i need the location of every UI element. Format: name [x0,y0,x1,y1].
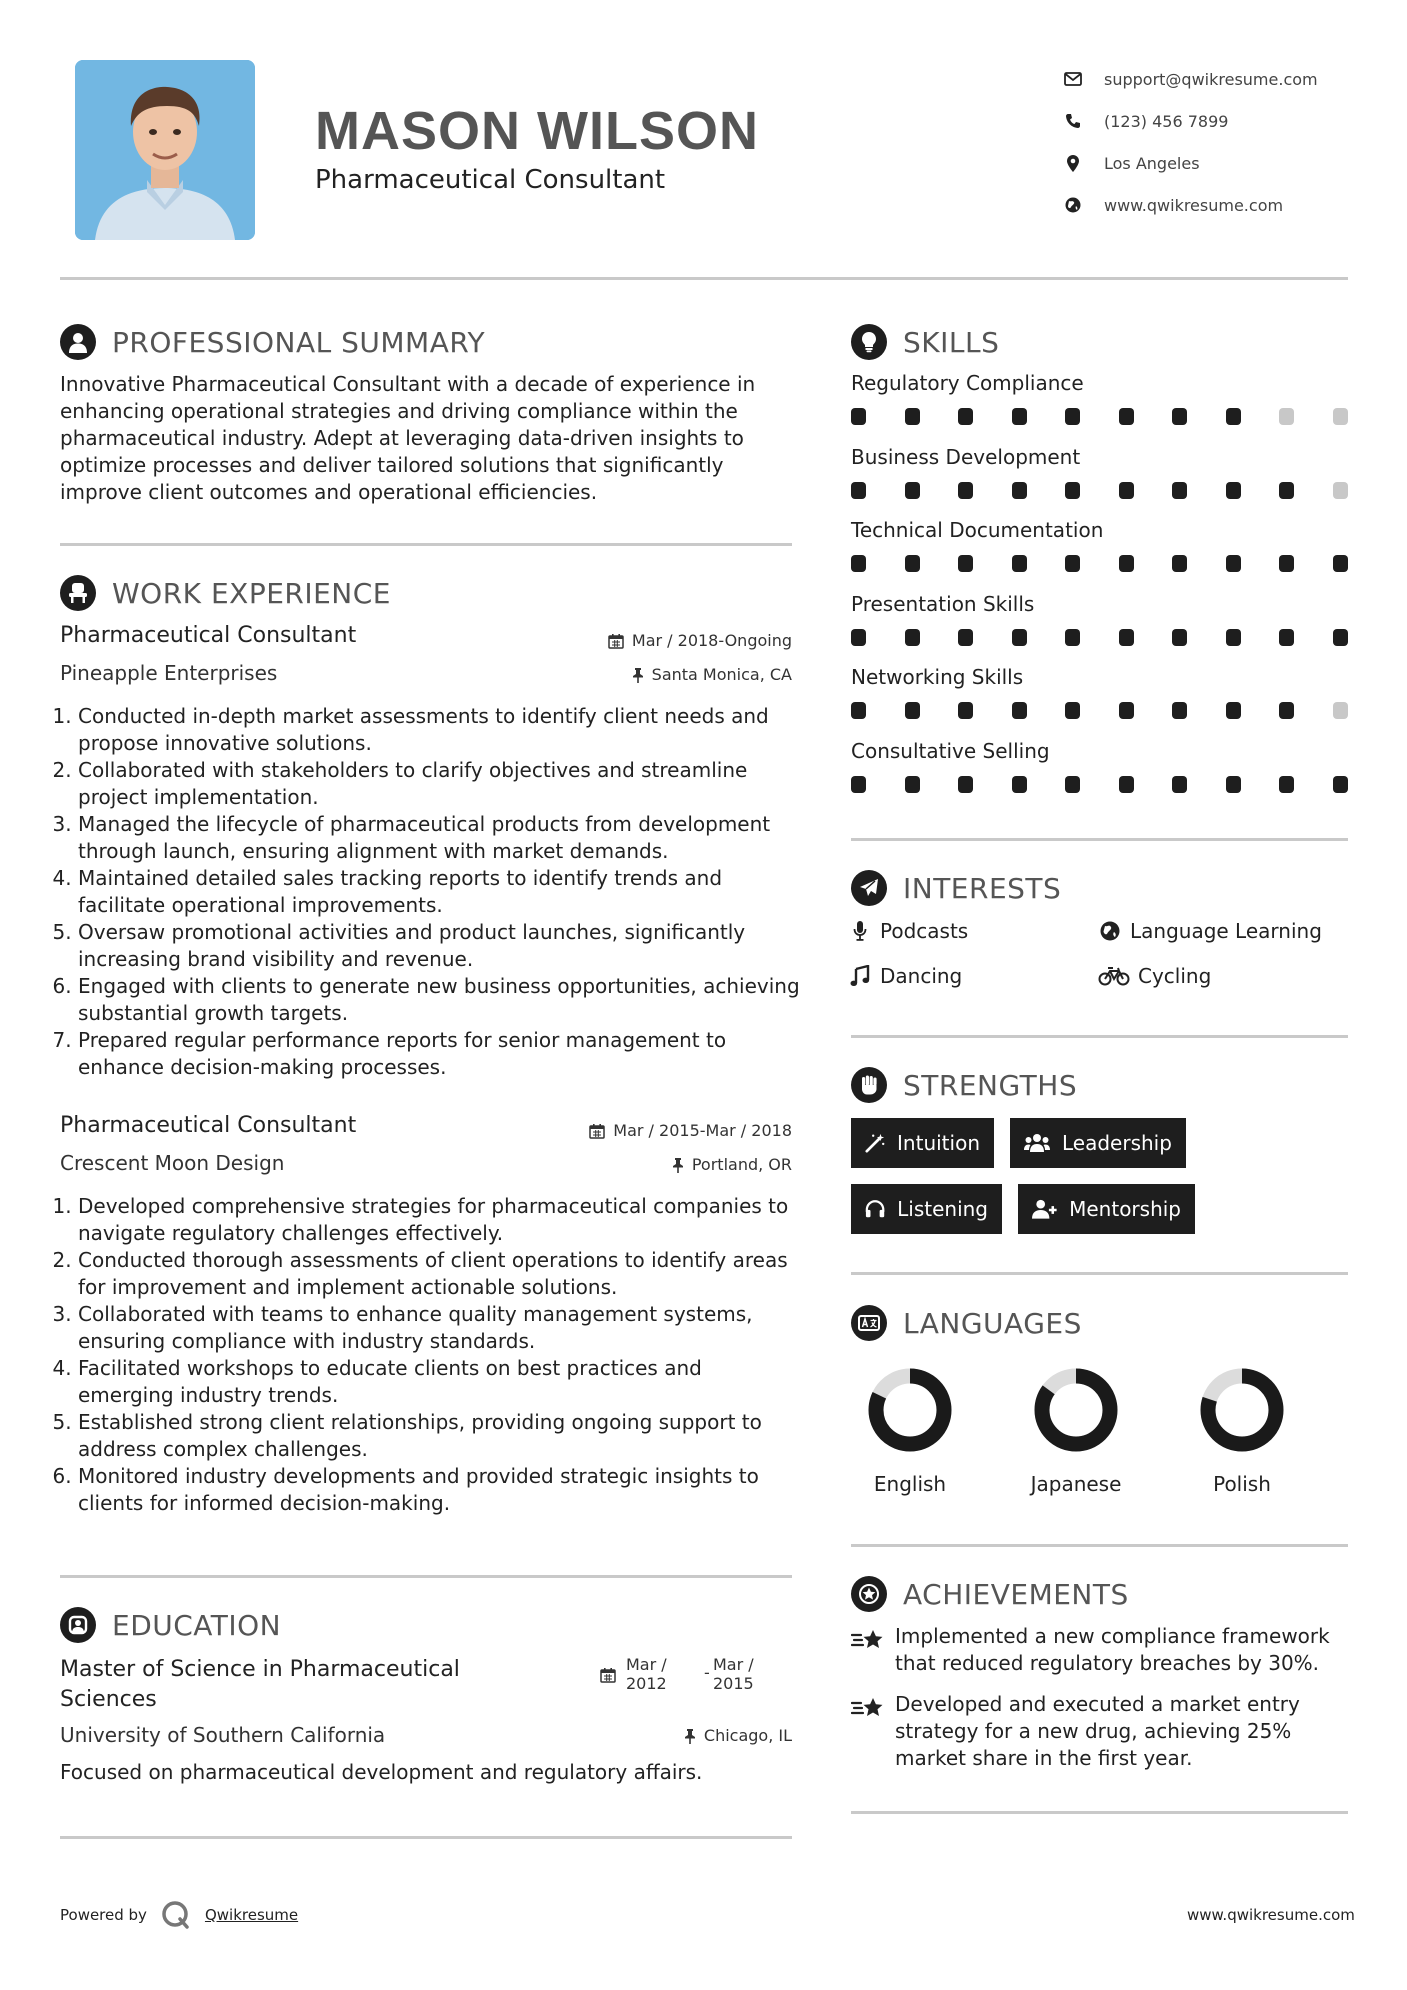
job-dates-text: Mar / 2018-Ongoing [631,631,792,650]
list-item: 4. Maintained detailed sales tracking reports to identify trends and facilitate operational improvements. [78,865,800,919]
rating-dot-filled [1172,702,1187,719]
strength-label: Intuition [897,1131,980,1155]
job-dates [560,631,792,650]
language-icon [851,1305,887,1341]
list-item: 6. Monitored industry developments and provided strategic insights to clients for informed decision-making. [78,1463,800,1517]
interest-item [848,964,962,988]
job-location-text: Santa Monica, CA [651,665,792,684]
rating-dot-filled [1012,702,1027,719]
rating-dot-filled [905,555,920,572]
languages-chart [851,1360,1348,1460]
summary-line: improve client outcomes and operational efficiencies. [60,480,598,504]
education-description: Focused on pharmaceutical development and regulatory affairs. [60,1760,703,1784]
skill-name: Regulatory Compliance [851,371,1084,395]
calendar-icon [608,633,624,649]
rating-dot-filled [1333,776,1348,793]
work-divider [60,1575,792,1578]
rating-dot-filled [851,629,866,646]
job-company: Pineapple Enterprises [60,661,278,685]
strength-badge [1010,1118,1186,1168]
rating-dot-filled [1279,482,1294,499]
rating-dot-filled [905,776,920,793]
language-name: Japanese [1030,1472,1122,1496]
footer-url[interactable]: www.qwikresume.com [1187,1906,1355,1924]
pin-icon [684,1728,696,1744]
strengths-divider [851,1272,1348,1275]
rating-dot-filled [851,702,866,719]
contact-list [1062,58,1318,226]
rating-dot-filled [1333,555,1348,572]
summary-line: enhancing operational strategies and driving compliance within the [60,399,738,423]
list-item: 4. Facilitated workshops to educate clients on best practices and emerging industry trends. [78,1355,800,1409]
rating-dot-filled [905,408,920,425]
rating-dot-filled [1279,702,1294,719]
contact-phone-text: (123) 456 7899 [1104,111,1229,131]
interest-label: Language Learning [1130,919,1322,943]
rating-dot-filled [1119,408,1134,425]
contact-phone[interactable] [1062,100,1318,142]
interest-label: Cycling [1138,964,1212,988]
rating-dot-filled [905,702,920,719]
work-heading-text: WORK EXPERIENCE [112,576,391,610]
rating-dot-filled [1012,408,1027,425]
rating-dot-empty [1333,702,1348,719]
rating-dot-filled [1065,776,1080,793]
achievement-text [895,1623,1330,1677]
user-circle-icon [60,324,96,360]
achievement-text [895,1691,1300,1772]
skill-name: Business Development [851,444,1081,469]
summary-line: optimize processes and deliver tailored solutions that significantly [60,453,724,477]
education-date-dash: - [704,1663,710,1682]
interests-heading [851,870,1061,906]
rating-dot-filled [1226,482,1241,499]
rating-dot-empty [1333,482,1348,499]
list-item: 1. Conducted in-depth market assessments to identify client needs and propose innovative solutions. [78,703,800,757]
strength-label: Listening [897,1197,988,1221]
rating-dot-empty [1333,408,1348,425]
rating-dot-filled [1065,408,1080,425]
map-marker-icon [1062,152,1084,174]
skill-name: Networking Skills [851,665,1024,689]
list-item: 6. Engaged with clients to generate new business opportunities, achieving substantial growth targets. [78,973,800,1027]
list-item: 2. Collaborated with stakeholders to clarify objectives and streamline project implementation. [78,757,800,811]
lightbulb-icon [851,324,887,360]
achievement-line: strategy for a new drug, achieving 25% [895,1719,1292,1743]
list-item: 1. Developed comprehensive strategies for pharmaceutical companies to navigate regulatory challenges effectively. [78,1193,800,1247]
education-school: University of Southern California [60,1723,386,1747]
education-divider [60,1836,792,1839]
skill-name: Technical Documentation [851,518,1104,542]
calendar-icon [600,1667,616,1683]
job-title: Pharmaceutical Consultant [60,623,357,648]
star-badge-icon [851,1576,887,1612]
strength-label: Mentorship [1069,1197,1181,1221]
profile-photo [75,60,255,240]
achievements-heading [851,1576,1129,1612]
rating-dot-filled [1065,629,1080,646]
rating-dot-filled [851,555,866,572]
rating-dot-filled [1226,629,1241,646]
rating-dot-filled [1012,482,1027,499]
rating-dot-filled [1119,702,1134,719]
list-item: 3. Collaborated with teams to enhance quality management systems, ensuring compliance with industry standards. [78,1301,800,1355]
rating-dot-filled [1065,555,1080,572]
list-item: 5. Oversaw promotional activities and product launches, significantly increasing brand visibility and revenue. [78,919,800,973]
graduate-icon [60,1607,96,1643]
languages-divider [851,1544,1348,1547]
rating-dot-filled [958,555,973,572]
contact-email-text: support@qwikresume.com [1104,69,1318,89]
pin-icon [672,1157,684,1173]
skill-rating [851,482,1348,499]
achievement-line: Developed and executed a market entry [895,1692,1300,1716]
rating-dot-filled [958,776,973,793]
summary-heading-text: PROFESSIONAL SUMMARY [112,325,486,359]
skills-divider [851,838,1348,841]
job-dates-text: Mar / 2015-Mar / 2018 [613,1121,792,1140]
user-plus-icon [1032,1199,1057,1219]
language-name: English [873,1472,947,1496]
summary-line: Innovative Pharmaceutical Consultant with a decade of experience in [60,372,756,396]
skill-rating [851,702,1348,719]
education-location-text: Chicago, IL [703,1726,792,1745]
rating-dot-filled [1119,776,1134,793]
list-item: 2. Conducted thorough assessments of client operations to identify areas for improvement and implement actionable solutions. [78,1247,800,1301]
job-responsibilities [58,703,800,1081]
rating-dot-filled [851,482,866,499]
skills-heading [851,324,999,360]
rating-dot-filled [958,482,973,499]
microphone-icon [848,920,872,942]
interest-item [1098,964,1211,988]
strength-badge [1018,1184,1195,1234]
education-heading [60,1607,281,1643]
rating-dot-filled [1226,555,1241,572]
rating-dot-filled [1012,555,1027,572]
interest-item [1098,919,1322,943]
globe-icon [1062,194,1084,216]
rating-dot-filled [851,408,866,425]
contact-location [1062,142,1318,184]
skills-heading-text: SKILLS [903,325,1000,359]
rating-dot-filled [1226,776,1241,793]
rating-dot-filled [1119,482,1134,499]
magic-wand-icon [865,1132,885,1154]
job-title: Pharmaceutical Consultant [60,1113,357,1138]
shooting-star-icon [851,1691,887,1772]
skill-rating [851,776,1348,793]
contact-location-text: Los Angeles [1104,153,1200,173]
skill-rating [851,629,1348,646]
summary-text [60,371,800,506]
language-name: Polish [1213,1472,1271,1496]
skill-rating [851,408,1348,425]
rating-dot-filled [1279,629,1294,646]
achievements-heading-text: ACHIEVEMENTS [903,1577,1129,1611]
rating-dot-filled [851,776,866,793]
education-dates [600,1655,792,1695]
rating-dot-filled [958,408,973,425]
rating-dot-filled [1065,482,1080,499]
paper-plane-icon [851,870,887,906]
job-dates [540,1121,792,1140]
header-divider [60,277,1348,280]
footer-powered-by [60,1900,298,1930]
achievement-item [851,1623,1330,1677]
list-item: 3. Managed the lifecycle of pharmaceutical products from development through launch, ensuring alignment with market demands. [78,811,800,865]
rating-dot-filled [1012,776,1027,793]
music-icon [848,965,872,987]
rating-dot-filled [1119,629,1134,646]
achievements-divider [851,1811,1348,1814]
shooting-star-icon [851,1623,887,1677]
achievement-item [851,1691,1300,1772]
rating-dot-filled [1279,555,1294,572]
interests-heading-text: INTERESTS [903,871,1062,905]
rating-dot-filled [1012,629,1027,646]
qwikresume-link[interactable]: Qwikresume [204,1906,299,1924]
rating-dot-filled [1172,629,1187,646]
rating-dot-filled [958,702,973,719]
job-location [560,665,792,684]
chair-icon [60,575,96,611]
interest-label: Dancing [880,964,963,988]
summary-heading [60,324,485,360]
strengths-heading [851,1067,1077,1103]
rating-dot-filled [905,629,920,646]
rating-dot-filled [1172,482,1187,499]
education-heading-text: EDUCATION [112,1608,282,1642]
rating-dot-empty [1279,408,1294,425]
job-location-text: Portland, OR [691,1155,792,1174]
bicycle-icon [1098,966,1130,986]
education-end: Mar / 2015 [713,1655,754,1693]
rating-dot-filled [905,482,920,499]
raised-fist-icon [851,1067,887,1103]
rating-dot-filled [1172,776,1187,793]
candidate-name: MASON WILSON [315,101,759,161]
qwikresume-logo-icon [161,1900,191,1930]
strengths-heading-text: STRENGTHS [903,1068,1078,1102]
phone-icon [1062,110,1084,132]
skill-name: Consultative Selling [851,738,1050,763]
summary-line: pharmaceutical industry. Adept at leveraging data-driven insights to [60,426,744,450]
education-start: Mar / 2012 [626,1655,667,1693]
calendar-icon [589,1123,605,1139]
skill-rating [851,555,1348,572]
achievement-line: that reduced regulatory breaches by 30%. [895,1651,1320,1675]
work-heading [60,575,391,611]
interest-label: Podcasts [880,919,969,943]
list-item: 5. Established strong client relationships, providing ongoing support to address complex challenges. [78,1409,800,1463]
candidate-title: Pharmaceutical Consultant [315,165,666,195]
rating-dot-filled [1172,408,1187,425]
strength-label: Leadership [1062,1131,1172,1155]
education-location [600,1726,792,1745]
powered-by-text: Powered by [60,1906,147,1924]
list-item: 7. Prepared regular performance reports for senior management to enhance decision-making processes. [78,1027,800,1081]
contact-email[interactable] [1062,58,1318,100]
headphones-icon [865,1199,885,1219]
rating-dot-filled [958,629,973,646]
pin-icon [632,667,644,683]
contact-website[interactable] [1062,184,1318,226]
rating-dot-filled [1119,555,1134,572]
interest-item [848,919,968,943]
rating-dot-filled [1226,702,1241,719]
strength-badge [851,1118,994,1168]
globe-icon [1098,921,1122,941]
rating-dot-filled [1065,702,1080,719]
job-location [560,1155,792,1174]
skill-name: Presentation Skills [851,591,1035,616]
job-responsibilities [58,1193,800,1517]
interests-divider [851,1035,1348,1038]
job-company: Crescent Moon Design [60,1151,285,1175]
contact-website-text: www.qwikresume.com [1104,195,1284,215]
languages-heading [851,1305,1082,1341]
rating-dot-filled [1279,776,1294,793]
users-icon [1024,1133,1050,1153]
achievement-line: market share in the first year. [895,1746,1193,1770]
languages-heading-text: LANGUAGES [903,1306,1082,1340]
strength-badge [851,1184,1002,1234]
achievement-line: Implemented a new compliance framework [895,1624,1330,1648]
education-degree: Master of Science in Pharmaceutical Sciences [60,1657,460,1712]
rating-dot-filled [1333,629,1348,646]
rating-dot-filled [1226,408,1241,425]
summary-divider [60,543,792,546]
envelope-icon [1062,68,1084,90]
rating-dot-filled [1172,555,1187,572]
